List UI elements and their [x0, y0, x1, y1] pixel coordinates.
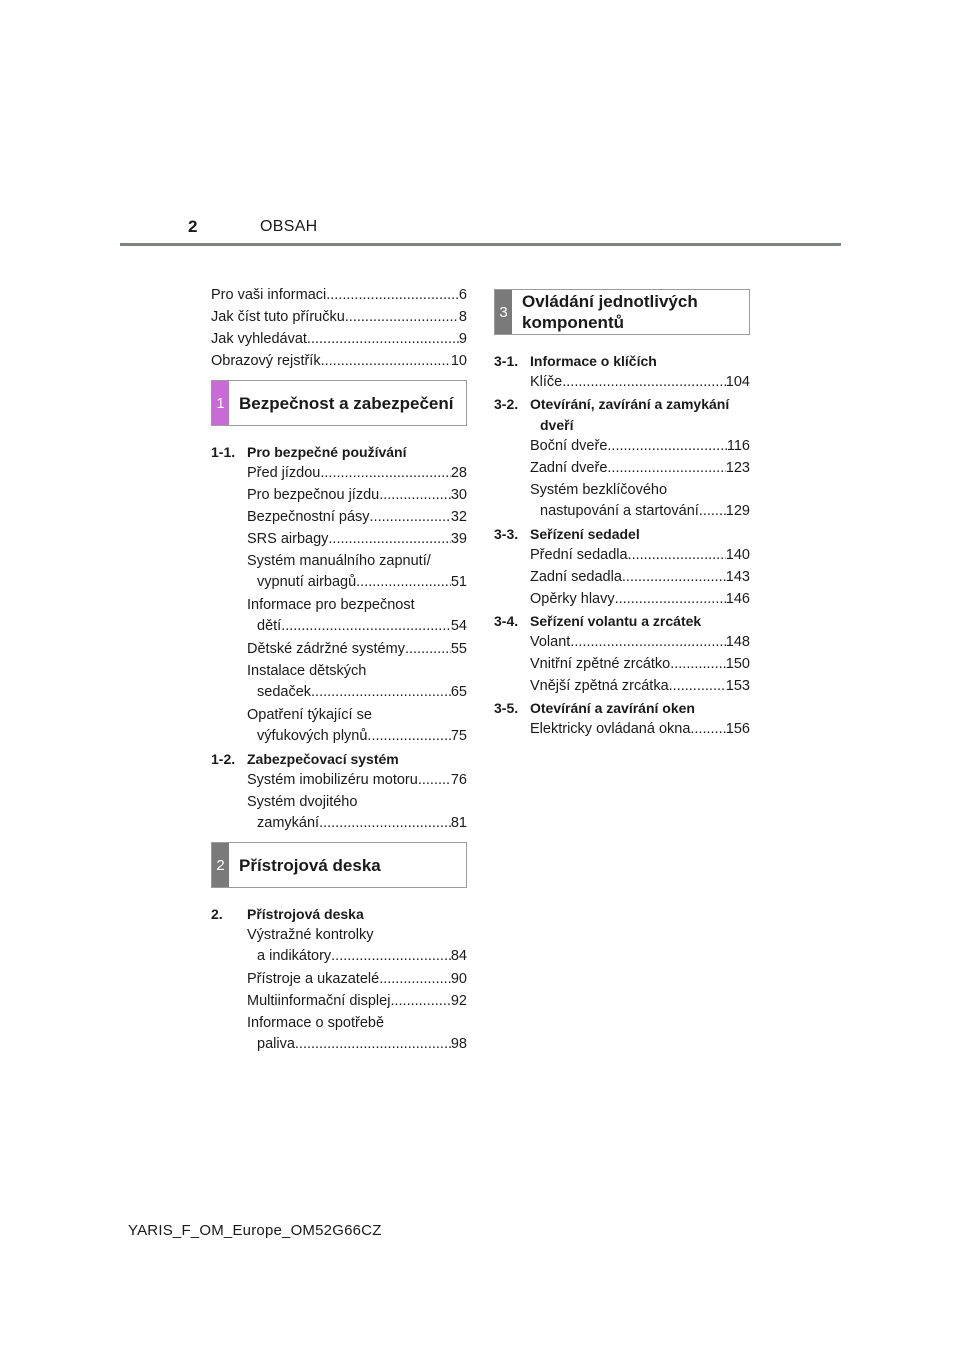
- section-3-header[interactable]: [494, 289, 750, 335]
- toc-entry[interactable]: Vnitřní zpětné zrcátko ..... 150: [530, 654, 750, 675]
- toc-entry[interactable]: Multiinformační displej ..... 92: [247, 991, 467, 1012]
- toc-entry[interactable]: Opatření týkající se výfukových plynů ..... 75: [247, 705, 467, 747]
- section-1-title: Bezpečnost a zabezpečení: [239, 393, 454, 413]
- toc-entry[interactable]: Systém bezklíčového nastupování a startování ..... 129: [530, 480, 750, 522]
- toc-entry[interactable]: SRS airbagy ..... 39: [247, 529, 467, 550]
- section-1-tab: 1: [212, 381, 229, 425]
- toc-entry[interactable]: Pro vaši informaci ..... 6: [211, 285, 467, 306]
- toc-entry[interactable]: Elektricky ovládaná okna ..... 156: [530, 719, 750, 740]
- chapter-3-3[interactable]: 3-3. Seřízení sedadel: [494, 526, 640, 542]
- toc-entry[interactable]: Pro bezpečnou jízdu ..... 30: [247, 485, 467, 506]
- chapter-1-2[interactable]: 1-2. Zabezpečovací systém: [211, 751, 399, 767]
- chapter-3-4[interactable]: 3-4. Seřízení volantu a zrcátek: [494, 613, 702, 629]
- toc-entry[interactable]: Přístroje a ukazatelé ..... 90: [247, 969, 467, 990]
- chapter-3-1[interactable]: 3-1. Informace o klíčích: [494, 353, 657, 369]
- section-2-header[interactable]: [211, 842, 467, 888]
- toc-entry[interactable]: Informace pro bezpečnost dětí ..... 54: [247, 595, 467, 637]
- section-2-title: Přístrojová deska: [239, 855, 381, 875]
- toc-entry[interactable]: Boční dveře ..... 116: [530, 436, 750, 457]
- toc-entry[interactable]: Před jízdou ..... 28: [247, 463, 467, 484]
- page-number: 2: [188, 217, 198, 236]
- toc-entry[interactable]: Systém manuálního zapnutí/ vypnutí airbagů ..... 51: [247, 551, 467, 593]
- toc-entry[interactable]: Jak vyhledávat ..... 9: [211, 329, 467, 350]
- toc-entry[interactable]: Opěrky hlavy ..... 146: [530, 589, 750, 610]
- toc-entry[interactable]: Výstražné kontrolky a indikátory ..... 84: [247, 925, 467, 967]
- toc-entry[interactable]: Zadní sedadla ..... 143: [530, 567, 750, 588]
- chapter-3-2[interactable]: 3-2. Otevírání, zavírání a zamykání dveří: [494, 396, 730, 433]
- section-1-header[interactable]: [211, 380, 467, 426]
- toc-entry[interactable]: Volant ..... 148: [530, 632, 750, 653]
- toc-entry[interactable]: Jak číst tuto příručku ..... 8: [211, 307, 467, 328]
- toc-entry[interactable]: Klíče ..... 104: [530, 372, 750, 393]
- toc-left-column: [211, 285, 467, 1057]
- chapter-3-5[interactable]: 3-5. Otevírání a zavírání oken: [494, 700, 695, 716]
- toc-entry[interactable]: Zadní dveře ..... 123: [530, 458, 750, 479]
- document-footer: YARIS_F_OM_Europe_OM52G66CZ: [128, 1222, 382, 1239]
- toc-entry[interactable]: Instalace dětských sedaček ..... 65: [247, 661, 467, 703]
- section-3-title: Ovládání jednotlivých komponentů: [522, 292, 698, 332]
- chapter-1-1[interactable]: 1-1. Pro bezpečné používání: [211, 444, 407, 460]
- toc-entry[interactable]: Systém dvojitého zamykání ..... 81: [247, 792, 467, 834]
- toc-entry[interactable]: Vnější zpětná zrcátka ..... 153: [530, 676, 750, 697]
- chapter-2[interactable]: 2. Přístrojová deska: [211, 906, 364, 922]
- toc-entry[interactable]: Bezpečnostní pásy ..... 32: [247, 507, 467, 528]
- section-2-tab: 2: [212, 843, 229, 887]
- toc-right-column: [494, 285, 750, 741]
- toc-entry[interactable]: Systém imobilizéru motoru ..... 76: [247, 770, 467, 791]
- toc-entry[interactable]: Informace o spotřebě paliva ..... 98: [247, 1013, 467, 1055]
- toc-entry[interactable]: Dětské zádržné systémy ..... 55: [247, 639, 467, 660]
- toc-entry[interactable]: Přední sedadla ..... 140: [530, 545, 750, 566]
- section-3-tab: 3: [495, 290, 512, 334]
- toc-entry[interactable]: Obrazový rejstřík ..... 10: [211, 351, 467, 372]
- header-rule: [120, 243, 841, 246]
- page-header-title: OBSAH: [260, 218, 318, 235]
